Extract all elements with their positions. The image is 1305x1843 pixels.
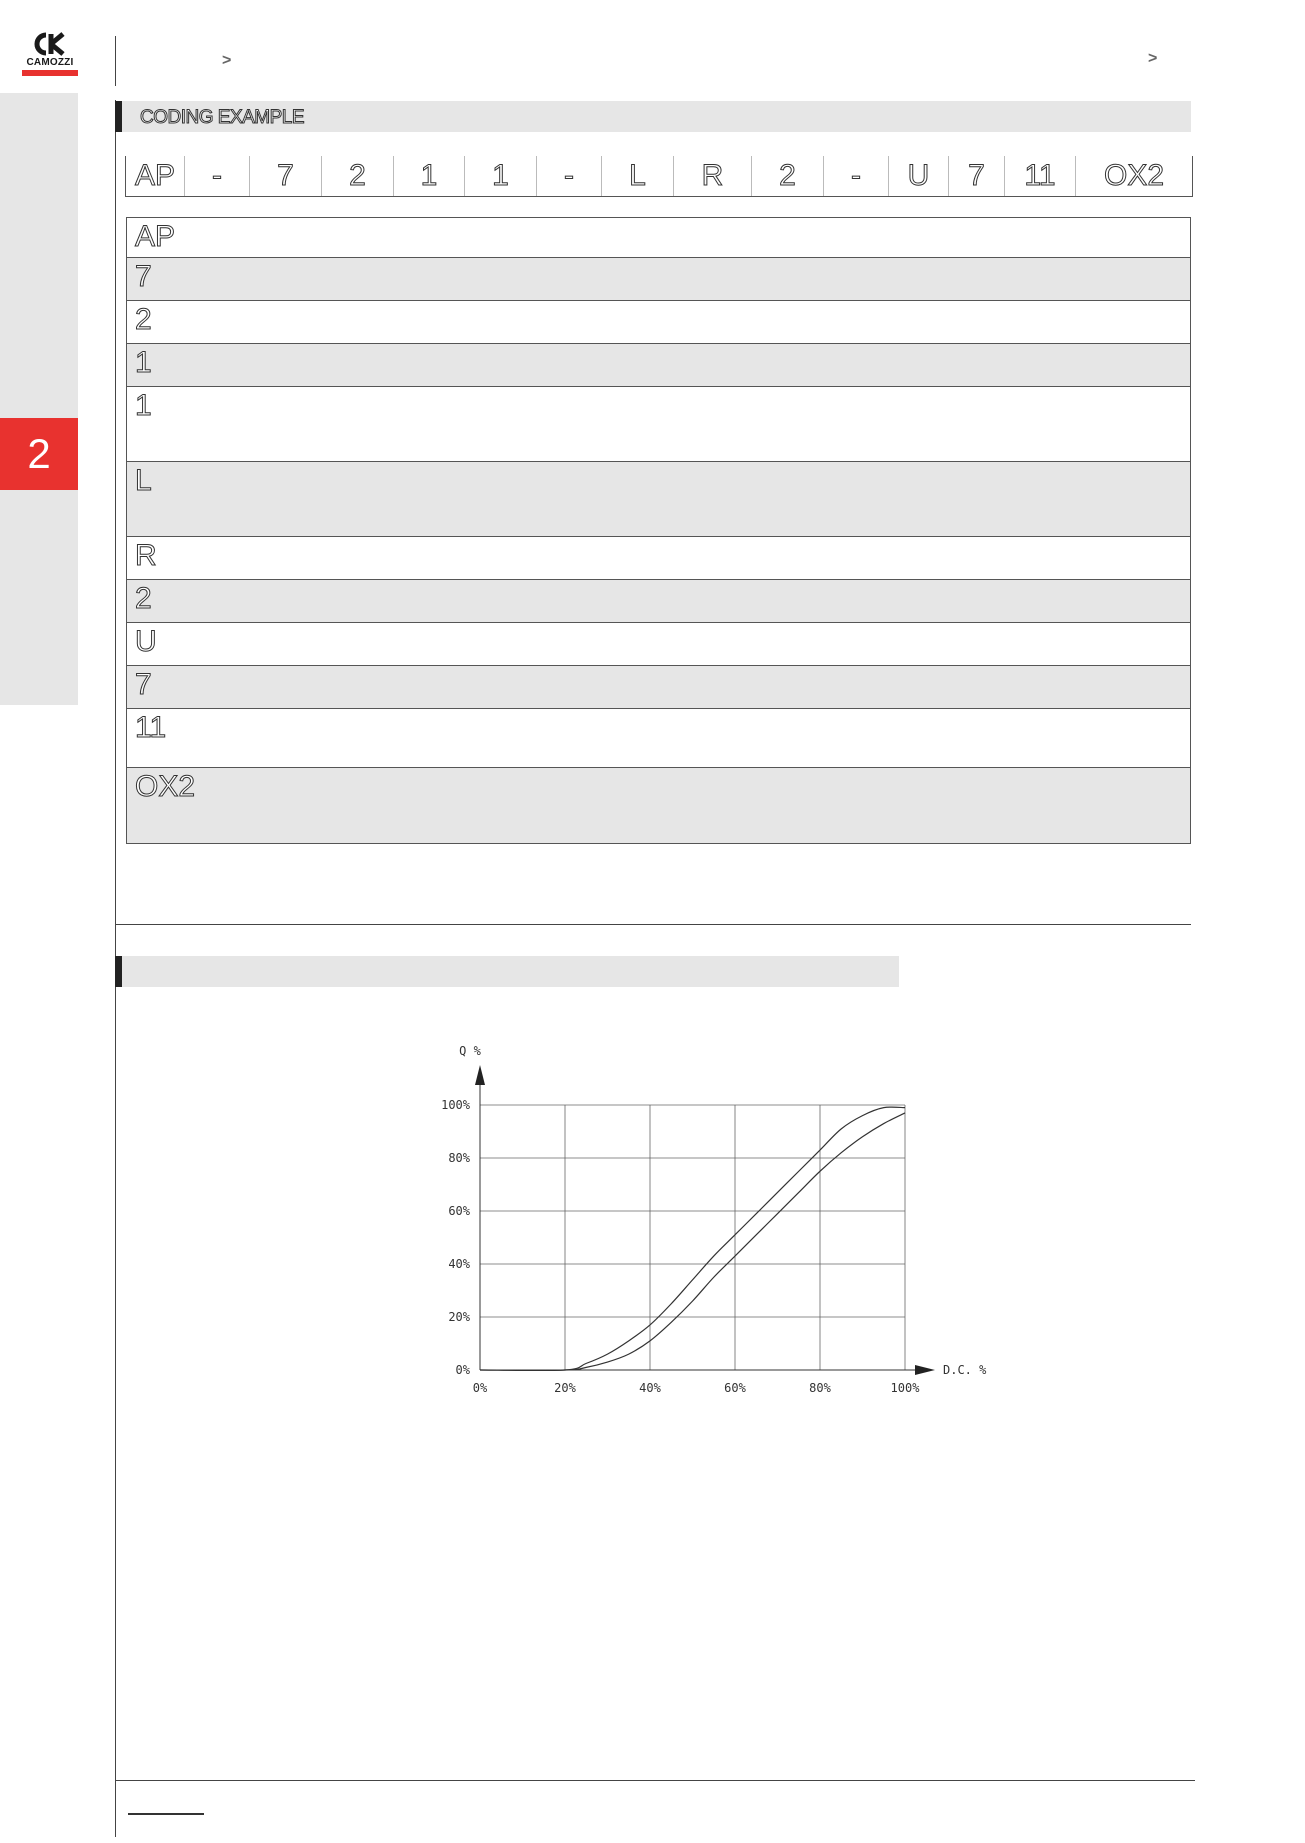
- chart-axis-labels: [459, 1044, 987, 1377]
- coding-description-table: [126, 217, 1191, 844]
- table-row: [127, 537, 1190, 580]
- table-row: [127, 666, 1190, 709]
- camozzi-logo: [20, 32, 80, 80]
- y-tick-label: 40%: [448, 1257, 470, 1271]
- footer-rule: [115, 1780, 1195, 1781]
- code-cell: 11: [1005, 156, 1076, 196]
- code-cell: 1: [465, 156, 537, 196]
- row-code: 7: [135, 668, 152, 701]
- main-vertical-rule: [115, 100, 116, 1792]
- x-tick-label: 20%: [554, 1381, 576, 1395]
- footer-vertical-rule: [115, 1782, 116, 1837]
- series-line: [480, 1113, 905, 1370]
- table-row: [127, 344, 1190, 387]
- y-tick-label: 20%: [448, 1310, 470, 1324]
- x-tick-label: 40%: [639, 1381, 661, 1395]
- code-cell: AP: [126, 156, 185, 196]
- row-code: 1: [135, 389, 152, 422]
- row-code: AP: [135, 220, 176, 253]
- code-cell: OX2: [1103, 159, 1165, 192]
- chart-grid: [480, 1105, 905, 1370]
- chart-axes: [475, 1065, 935, 1375]
- table-row: [127, 623, 1190, 666]
- chapter-number: 2: [27, 430, 51, 477]
- code-cell: L: [602, 156, 674, 196]
- code-cell: 7: [250, 156, 322, 196]
- table-row: [127, 709, 1190, 768]
- y-axis-arrow: [475, 1065, 485, 1085]
- chart-tick-labels: [441, 1098, 920, 1395]
- table-row: [127, 462, 1190, 537]
- x-axis-label: D.C. %: [943, 1363, 987, 1377]
- table-row: [127, 768, 1190, 843]
- chapter-tab[interactable]: [0, 418, 78, 490]
- row-code: 11: [135, 711, 167, 744]
- x-axis-arrow: [915, 1365, 935, 1375]
- code-cell: U: [889, 156, 949, 196]
- flow-chart: [430, 1018, 1010, 1418]
- x-tick-label: 80%: [809, 1381, 831, 1395]
- series-line: [480, 1107, 905, 1370]
- code-cell: R: [674, 156, 752, 196]
- y-tick-label: 100%: [441, 1098, 470, 1112]
- breadcrumb-arrow-left[interactable]: >: [222, 52, 232, 69]
- logo-text: CAMOZZI: [26, 57, 74, 68]
- code-cell: -: [185, 156, 250, 196]
- code-cell: 2: [752, 156, 824, 196]
- footer-short-rule: [128, 1813, 204, 1815]
- y-tick-label: 60%: [448, 1204, 470, 1218]
- row-code: U: [135, 625, 157, 658]
- logo-red-bar: [22, 70, 78, 76]
- x-tick-label: 60%: [724, 1381, 746, 1395]
- code-cell: -: [537, 156, 602, 196]
- table-row: [127, 580, 1190, 623]
- coding-strip: [125, 156, 1193, 197]
- y-axis-label: Q %: [459, 1044, 481, 1058]
- chart-series: [480, 1107, 905, 1370]
- chart-section-header: [115, 956, 899, 987]
- code-cell: 1: [394, 156, 465, 196]
- row-code: R: [135, 539, 157, 572]
- row-code: 2: [135, 582, 152, 615]
- code-cell: -: [824, 156, 889, 196]
- header-vertical-rule: [115, 36, 116, 86]
- section-header-bar: [115, 956, 122, 987]
- breadcrumb-arrow-right[interactable]: >: [1148, 50, 1158, 67]
- row-code: 7: [135, 260, 152, 293]
- table-row: [127, 387, 1190, 462]
- row-code: 1: [135, 346, 152, 379]
- coding-example-header: [115, 101, 1191, 132]
- table-row: [127, 258, 1190, 301]
- table-row: [127, 301, 1190, 344]
- section-divider: [115, 924, 1191, 925]
- row-code: L: [135, 464, 152, 497]
- y-tick-label: 0%: [455, 1363, 470, 1377]
- coding-example-title: CODING EXAMPLE: [140, 107, 305, 128]
- y-tick-label: 80%: [448, 1151, 470, 1165]
- code-cell: 7: [949, 156, 1005, 196]
- code-cell: 2: [322, 156, 394, 196]
- chapter-sidebar: [0, 93, 78, 705]
- x-tick-label: 100%: [890, 1381, 920, 1395]
- row-code: OX2: [135, 770, 196, 803]
- section-header-bar: [115, 101, 122, 132]
- table-row: [127, 218, 1190, 258]
- camozzi-logo-mark: [32, 32, 68, 56]
- x-tick-label: 0%: [472, 1381, 488, 1395]
- row-code: 2: [135, 303, 152, 336]
